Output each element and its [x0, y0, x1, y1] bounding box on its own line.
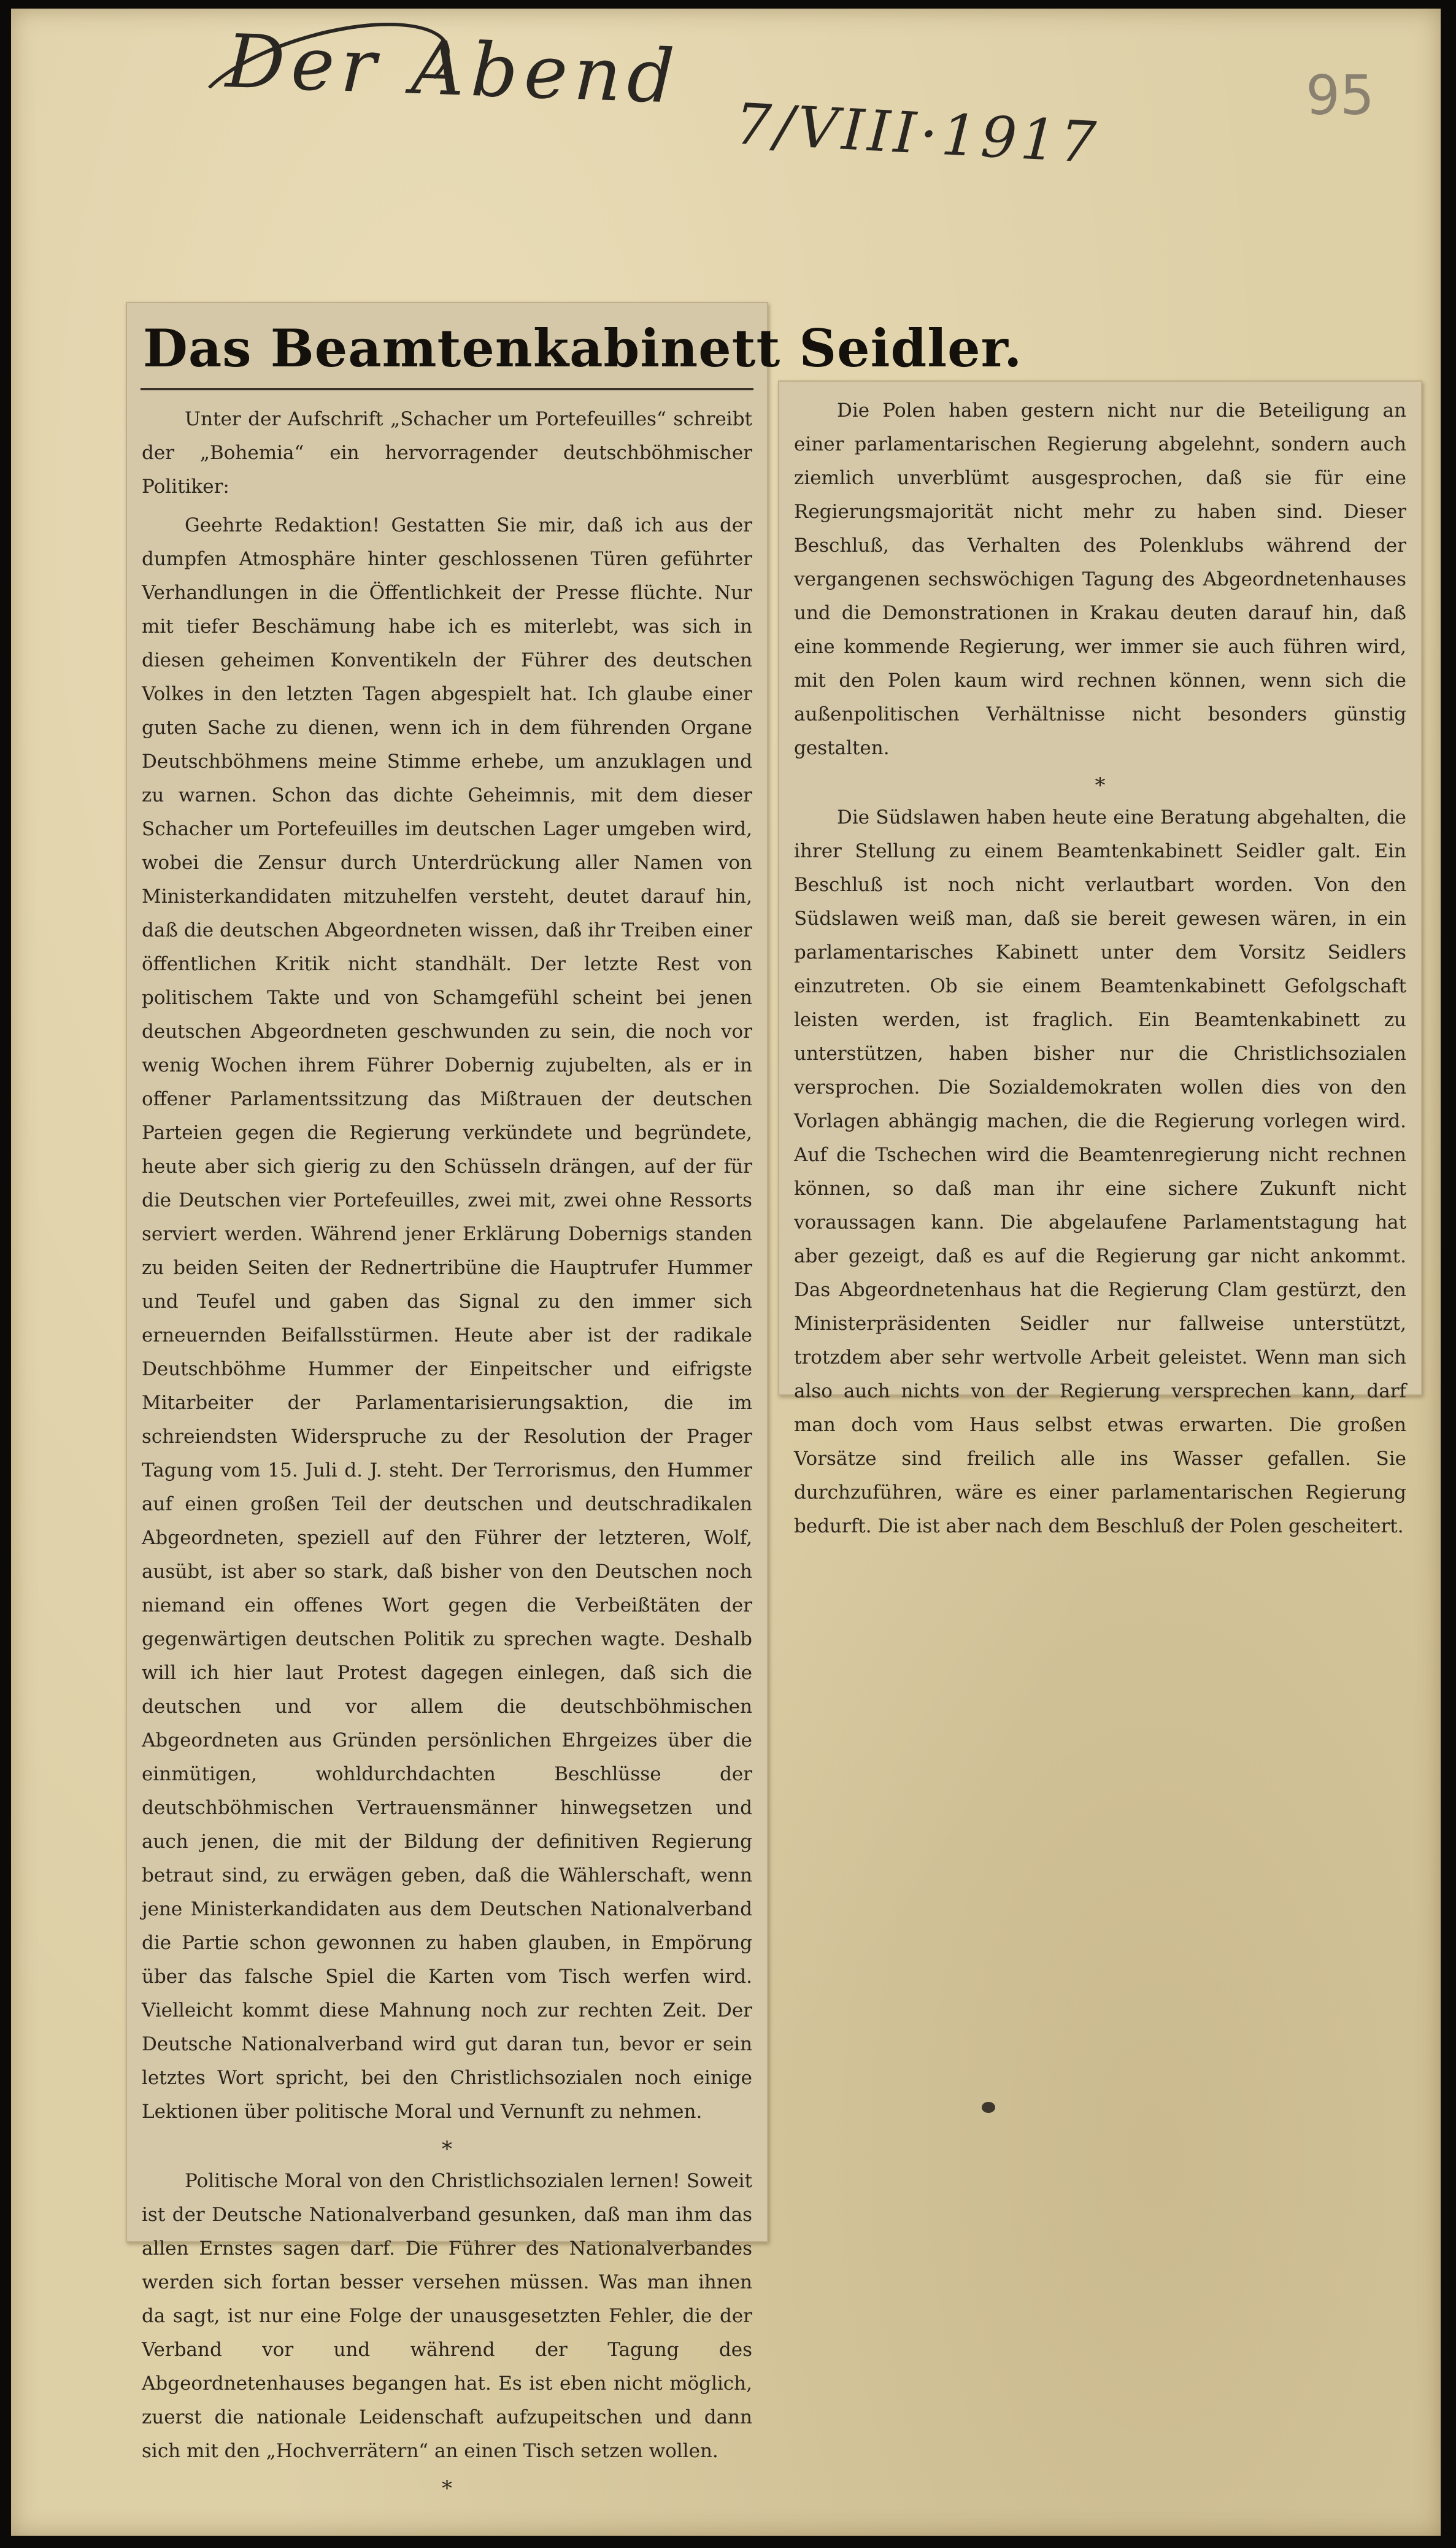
clipping-right-column [778, 380, 1422, 1537]
commentary-paragraph: Politische Moral von den Christlichsozialen lernen! Soweit ist der Deutsche Nationalverband gesunken, daß man ihm das allen Ernstes sagen darf. Die Führer des Nationalverbandes werden sich fortan besser versehen müssen. Was man ihnen da sagt, ist nur eine Folge der unausgesetzten Fehler, die der Verband vor und während der Tagung des Abgeordnetenhauses begangen hat. Es ist eben nicht möglich, zuerst die nationale Leidenschaft aufzupeitschen und dann sich mit den „Hochverrätern“ an einen Tisch setzen wollen. [142, 2170, 752, 2462]
page-number: 95 [1306, 64, 1374, 127]
handwritten-newspaper-title: Der Abend [224, 19, 682, 120]
headline-rule [141, 388, 753, 390]
section-separator: * [442, 2137, 452, 2161]
paper-spot [982, 2102, 995, 2113]
letter-paragraph: Geehrte Redaktion! Gestatten Sie mir, daß ich aus der dumpfen Atmosphäre hinter geschlossenen Türen geführter Verhandlungen in die Öffentlichkeit der Presse flüchte. Nur mit tiefer Beschämung habe ich es miterlebt, was sich in diesen geheimen Konventikeln der Führer des deutschen Volkes in den letzten Tagen abgespielt hat. Ich glaube einer guten Sache zu dienen, wenn ich in dem führenden Organe Deutschböhmens meine Stimme erhebe, um anzuklagen und zu warnen. Schon das dichte Geheimnis, mit dem dieser Schacher um Portefeuilles im deutschen Lager umgeben wird, wobei die Zensur durch Unterdrückung aller Namen von Ministerkandidaten mitzuhelfen versteht, deutet darauf hin, daß die deutschen Abgeordneten wissen, daß ihr Treiben einer öffentlichen Kritik nicht standhält. Der letzte Rest von politischem Takte und von Schamgefühl scheint bei jenen deutschen Abgeordneten geschwunden zu sein, die noch vor wenig Wochen ihrem Führer Dobernig zujubelten, als er in offener Parlamentssitzung das Mißtrauen der deutschen Parteien gegen die Regierung verkündete und begründete, heute aber sich gierig zu den Schüsseln drängen, auf der für die Deutschen vier Portefeuilles, zwei mit, zwei ohne Ressorts serviert werden. Während jener Erklärung Dobernigs standen zu beiden Seiten der Rednertribüne die Hauptrufer Hummer und Teufel und gaben das Signal zu den immer sich erneuernden Beifallsstürmen. Heute aber ist der radikale Deutschböhme Hummer der Einpeitscher und eifrigste Mitarbeiter der Parlamentarisierungsaktion, die im schreiendsten Widerspruche zu der Resolution der Prager Tagung vom 15. Juli d. J. steht. Der Terrorismus, den Hummer auf einen großen Teil der deutschen und deutschradikalen Abgeordneten, speziell auf den Führer der letzteren, Wolf, ausübt, ist aber so stark, daß bisher von den Deutschen noch niemand ein offenes Wort gegen die Verbeißtäten der gegenwärtigen deutschen Politik zu sprechen wagte. Deshalb will ich hier laut Protest dagegen einlegen, daß sich die deutschen und vor allem die deutschböhmischen Abgeordneten aus Gründen persönlichen Ehrgeizes über die einmütigen, wohldurchdachten Beschlüsse der deutschböhmischen Vertrauensmänner hinwegsetzen und auch jenen, die mit der Bildung der definitiven Regierung betraut sind, zu erwägen geben, daß die Wählerschaft, wenn jene Ministerkandidaten aus dem Deutschen Nationalverband die Partie schon gewonnen zu haben glauben, in Empörung über das falsche Spiel die Karten vom Tisch werfen wird. Vielleicht kommt diese Mahnung noch zur rechten Zeit. Der Deutsche Nationalverband wird gut daran tun, bevor er sein letztes Wort spricht, bei den Christlichsozialen noch einige Lektionen über politische Moral und Vernunft zu nehmen. [142, 514, 752, 2123]
intro-paragraph: Unter der Aufschrift „Schacher um Portefeuilles“ schreibt der „Bohemia“ ein hervorragender deutschböhmischer Politiker: [142, 408, 752, 498]
south-slavs-paragraph: Die Südslawen haben heute eine Beratung abgehalten, die ihrer Stellung zu einem Beamtenkabinett Seidler galt. Ein Beschluß ist noch nicht verlautbart worden. Von den Südslawen weiß man, daß sie bereit gewesen wären, in ein parlamentarisches Kabinett unter dem Vorsitz Seidlers einzutreten. Ob sie einem Beamtenkabinett Gefolgschaft leisten werden, ist fraglich. Ein Beamtenkabinett zu unterstützen, haben bisher nur die Christlichsozialen versprochen. Die Sozialdemokraten wollen dies von den Vorlagen abhängig machen, die die Regierung vorlegen wird. Auf die Tschechen wird die Beamtenregierung nicht rechnen können, so daß man ihr eine sichere Zukunft nicht voraussagen kann. Die abgelaufene Parlamentstagung hat aber gezeigt, daß es auf die Regierung gar nicht ankommt. Das Abgeordnetenhaus hat die Regierung Clam gestürzt, den Ministerpräsidenten Seidler nur fallweise unterstützt, trotzdem aber sehr wertvolle Arbeit geleistet. Wenn man sich also auch nichts von der Regierung versprechen kann, darf man doch vom Haus selbst etwas erwarten. Die großen Vorsätze sind freilich alle ins Wasser gefallen. Sie durchzuführen, wäre es einer parlamentarischen Regierung bedurft. Die ist aber nach dem Beschluß der Polen gescheitert. [794, 806, 1406, 1537]
right-column-text [794, 394, 1406, 1543]
left-column-text [142, 403, 752, 2504]
section-separator: * [442, 2476, 452, 2501]
article-headline: Das Beamtenkabinett Seidler. [143, 318, 1023, 379]
clipping-left-column [126, 302, 1023, 2501]
poles-paragraph: Die Polen haben gestern nicht nur die Beteiligung an einer parlamentarischen Regierung abgelehnt, sondern auch ziemlich unverblümt ausgesprochen, daß sie für eine Regierungsmajorität nicht mehr zu haben sind. Dieser Beschluß, das Verhalten des Polenklubs während der vergangenen sechswöchigen Tagung des Abgeordnetenhauses und die Demonstrationen in Krakau deuten darauf hin, daß eine kommende Regierung, wer immer sie auch führen wird, mit den Polen kaum wird rechnen können, wenn sich die außenpolitischen Verhältnisse nicht besonders günstig gestalten. [794, 400, 1406, 759]
handwritten-date: 7/VIII·1917 [733, 91, 1101, 176]
section-separator: * [1095, 773, 1106, 798]
